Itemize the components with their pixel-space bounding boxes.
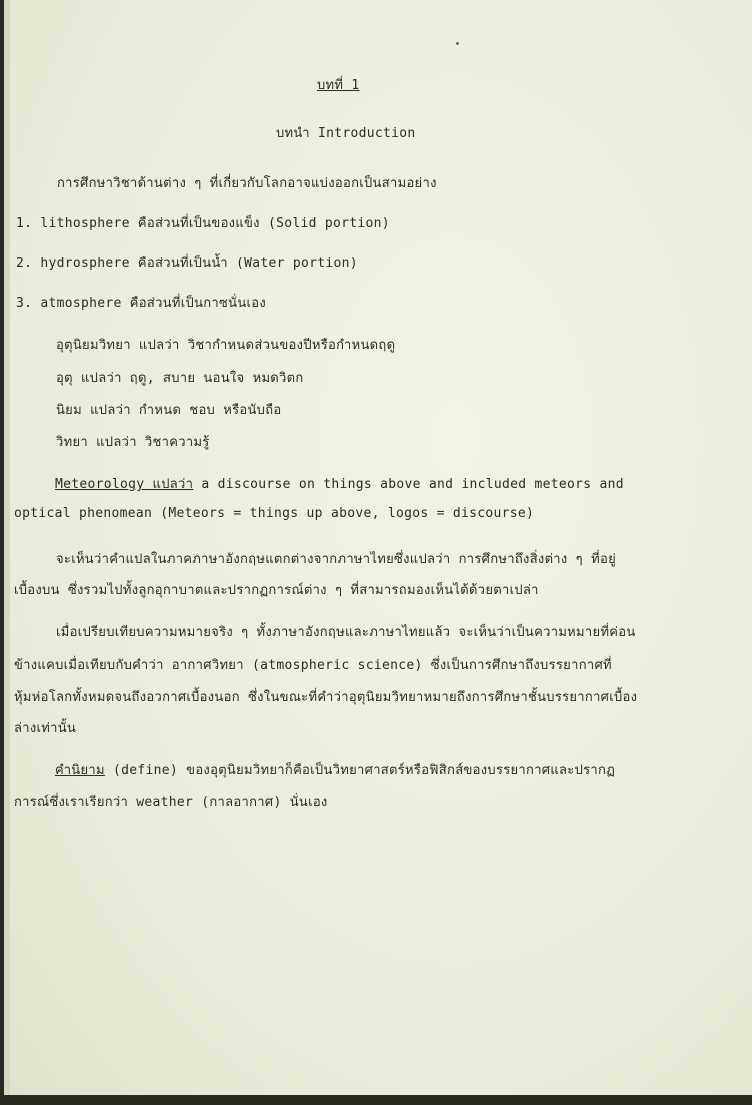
paragraph-line: เบื้องบน ซึ่งรวมไปทั้งลูกอุกาบาตและปรากฏการณ์ต่าง ๆ ที่สามารถมองเห็นได้ด้วยตาเปล่า: [14, 583, 539, 598]
paragraph-line: หุ้มห่อโลกทั้งหมดจนถึงอวกาศเบื้องนอก ซึ่งในขณะที่คำว่าอุตุนิยมวิทยาหมายถึงการศึกษาชั้นบรรยากาศเบื้อง: [14, 690, 638, 705]
definition-label: คำนิยาม: [55, 763, 105, 778]
definition-line: อุตุนิยมวิทยา แปลว่า วิชากำหนดส่วนของปีหรือกำหนดฤดู: [56, 338, 396, 353]
meteorology-text: a discourse on things above and included meteors and: [193, 477, 624, 492]
paragraph-line: จะเห็นว่าคำแปลในภาคภาษาอังกฤษแตกต่างจากภาษาไทยซึ่งแปลว่า การศึกษาถึงสิ่งต่าง ๆ ที่อยู่: [56, 552, 616, 567]
definition-paragraph: [55, 759, 615, 780]
paragraph-line: ข้างแคบเมื่อเทียบกับคำว่า อากาศวิทยา (atmospheric science) ซึ่งเป็นการศึกษาถึงบรรยากาศที่: [14, 658, 612, 673]
definition-line: วิทยา แปลว่า วิชาความรู้: [56, 435, 210, 450]
list-item: 3. atmosphere คือส่วนที่เป็นกาซนั่นเอง: [16, 296, 267, 311]
definition-line-2: การณ์ซึ่งเราเรียกว่า weather (กาลอากาศ) นั่นเอง: [14, 795, 328, 810]
paragraph-line: เมื่อเปรียบเทียบความหมายจริง ๆ ทั้งภาษาอังกฤษและภาษาไทยแล้ว จะเห็นว่าเป็นความหมายที่ค่อน: [56, 625, 636, 640]
chapter-subtitle: บทนำ Introduction: [276, 126, 416, 141]
definition-line: นิยม แปลว่า กำหนด ชอบ หรือนับถือ: [56, 403, 282, 418]
list-item: 2. hydrosphere คือส่วนที่เป็นน้ำ (Water portion): [16, 256, 358, 271]
intro-text: การศึกษาวิชาด้านต่าง ๆ ที่เกี่ยวกับโลกอาจแบ่งออกเป็นสามอย่าง: [57, 176, 437, 191]
meteorology-line-2: optical phenomean (Meteors = things up above, logos = discourse): [14, 506, 535, 521]
list-item: 1. lithosphere คือส่วนที่เป็นของแข็ง (Solid portion): [16, 216, 390, 231]
paper-speck: [456, 42, 459, 45]
meteorology-label: Meteorology แปลว่า: [55, 477, 194, 492]
paragraph-line: ล่างเท่านั้น: [14, 721, 77, 736]
document-page: [4, 0, 752, 1095]
meteorology-paragraph: [55, 473, 624, 494]
definition-line: อุตุ แปลว่า ฤดู, สบาย นอนใจ หมดวิตก: [56, 371, 304, 386]
definition-text: (define) ของอุตุนิยมวิทยาก็คือเป็นวิทยาศาสตร์หรือฟิสิกส์ของบรรยากาศและปรากฏ: [104, 763, 616, 778]
chapter-title: บทที่ 1: [317, 78, 360, 93]
